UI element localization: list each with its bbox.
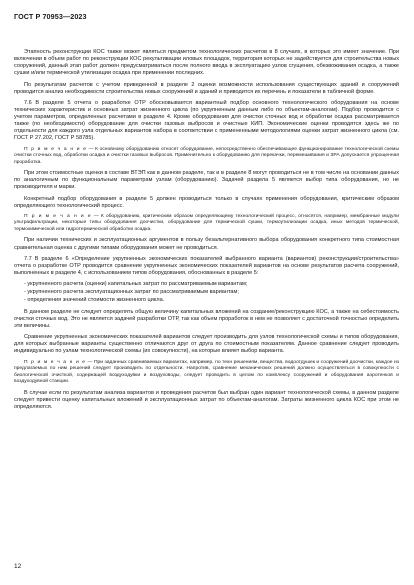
body-paragraph: 7.6 В разделе 5 отчета о разработке ОТР обосновывается вариантный подбор основного технологического оборудования на основе технических характеристик и основных затрат жизненного цикла (по укрупненным данным либо по объектам-аналогам). Подбор проводится с учетом параметров, определенных расчетами в разделе 4. Кроме оборудования для очистки сточных вод и обработки осадка рассматривается также (по необходимости) оборудование для очистки газовых выбросов и очистные КИП. Экономические оценки проводятся здесь же по отдельности для каждого узла отдельных вариантов набора в соответствии с примененными методологиями оценки затрат жизненного цикла (см. ГОСТ Р 27.202, ГОСТ Р 58785). [14, 100, 399, 142]
note-text: — К оборудованию, критическим образом определяющему технологический процесс, относятся, например, мембранные модули ультрафильтрации, некоторые типы оборудования доочистки, оборудование для термической сушки, термоутилизации осадка, иных методов термической, термохимической или гидротермической обработки осадка. [14, 214, 399, 232]
page-number: 12 [14, 563, 22, 570]
note-text: — При заданных сравниваемых вариантах, например, по техн решениям, вещества, водоотдушек и сооружений доочистки, каждое из предлагаемых по ним решений следует производить по отдельности. Напротив, сравнение механических решений должно осуществляться в совокупности с биологической очисткой, содержащей воздуходувки и воздуховоды, следует проводить в целом по комплексу сооружений и оборудования аэротенков и воздуходувной станции. [14, 359, 399, 384]
note-label: П р и м е ч а н и е [24, 146, 87, 152]
note-paragraph [14, 214, 399, 233]
body-paragraph: 7.7 В разделе 6 «Определение укрупненных экономических показателей выбранного варианта (вариантов) реконструкции/строительства» отчета о разработке ОТР проводится сравнение укрупненных экономических показателей вариантов на основе результатов расчета сооружений, выполненных в разделе 4, с использованием типов оборудования, обоснованных в разделе 5: [14, 255, 399, 277]
body-paragraph: В случае если по результатам анализа вариантов и проведения расчетов был выбран один вариант технологической схемы, в данном разделе следует привести оценку капитальных вложений и эксплуатационных затрат по объектам-аналогам. Затраты жизненного цикла КОС при этом не определяются. [14, 389, 399, 410]
document-header: ГОСТ Р 70953—2023 [14, 12, 87, 21]
note-paragraph [14, 147, 399, 166]
body-paragraph: Этапность реконструкции КОС также может являться предметом технологических расчетов в 8 случаях, в которых это имеет значение. При включении в объем работ по реконструкции КОС рекультивации иловых площадок, территория которых не задействуется для строительства новых сооружений, данный этап работ должен предусматриваться после полного ввода в эксплуатацию узлов сгущения, обезвоживания осадка, а также сушки и/или термической утилизации осадка при применении последних. [14, 49, 399, 77]
note-label: П р и м е ч а н и е [24, 359, 87, 365]
list-item: - укрупненного расчета (оценки) капитальных затрат по рассматриваемым вариантам; [24, 281, 248, 288]
body-paragraph: Сравнение укрупненных экономических показателей вариантов следует производить для узлов технологической схемы и типов оборудования, для которых выбранные варианты существенно отличаются друг от друга по стоимостным показателям. Данное сравнение следует проводить индивидуально по узлам технологической схемы (их совокупности), на которые влияет выбор варианта. [14, 334, 399, 355]
body-paragraph: В данном разделе не следует определять общую величину капитальных вложений на создание/реконструкцию КОС, а также на себестоимость очистки сточных вод. Это не является задачей разработки ОТР, так как объем проработок в нем не позволяет с достаточной точностью определить эти величины. [14, 308, 399, 329]
list-item: - укрупненного расчета эксплуатационных затрат по рассматриваемым вариантам; [24, 289, 239, 296]
note-label: П р и м е ч а н и е [24, 214, 92, 220]
note-paragraph [14, 360, 399, 385]
note-text: — К основному оборудованию относят оборудование, непосредственно обеспечивающее функционирование технологической схемы очистки сточных вод, обработки осадка и очистки газовых выбросов. Применительно к оборудованию для перекачки, перемешивания и ЗРА допускается упрощенная проработка. [14, 146, 399, 165]
document-body [14, 49, 399, 411]
list-item: - определения значений стоимости жизненного цикла. [24, 297, 165, 304]
body-paragraph: По результатам расчетов с учетом приведенной в разделе 2 оценки возможности использования существующих зданий и сооружений проводится анализ необходимости строительства новых сооружений и зданий и приводится их перечень и показатели в табличной форме. [14, 81, 399, 95]
body-paragraph: Конкретный подбор оборудования в разделе 5 должен проводиться только в случаях применения оборудования, критическим образом определяющего технологический процесс. [14, 195, 399, 209]
body-paragraph: При наличии технических и эксплуатационных аргументов в пользу безальтернативного выбора оборудования конкретного типа стоимостная сравнительная оценка с другими типами оборудования может не проводиться. [14, 237, 399, 251]
body-paragraph: При этом стоимостные оценки в составе ВТЭП как в данном разделе, так и в разделе 8 могут проводиться не в том числе на основании данных по аналогичным по функциональным параметрам узлам (оборудованию). Задачей раздела 5 является выбор типа оборудования, но не производителя и марки. [14, 170, 399, 191]
